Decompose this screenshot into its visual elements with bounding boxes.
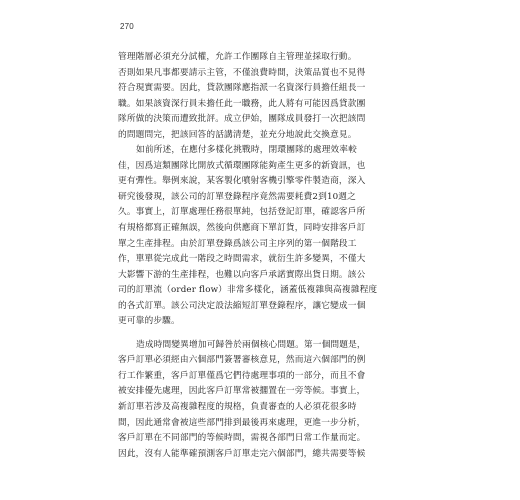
text-line: 佳，因爲這類團隊比開放式循環團隊能夠產生更多的新資訊，也 xyxy=(118,160,366,171)
text-line: 有規格都寫正確無誤，然後向供應商下單訂貨，同時安排客戶訂 xyxy=(118,223,366,234)
text-line: 客戶訂單必須經由六個部門簽署審核意見，然而這六個部門的例 xyxy=(118,355,366,366)
text-line: 管理階層必須充分試權，允許工作團隊自主管理並採取行動。 xyxy=(118,52,357,62)
text-line: 作，單單從完成此一階段之時間需求，就衍生許多變異，不僅大 xyxy=(118,254,366,265)
text-line: 久。事實上，訂單處理任務很單純，包括登記訂單，確認客戶所 xyxy=(118,207,366,218)
text-line: 如前所述，在應付多樣化挑戰時，閉環團隊的處理效率較 xyxy=(136,145,357,156)
text-line: 新訂單若涉及高複雜程度的規格，負責審查的人必須花很多時 xyxy=(118,402,357,413)
text-line: 符合現實需要。因此，貸款團隊應指派一名資深行員擔任組長一 xyxy=(118,83,366,94)
text-line: 間，因此通常會被這些部門排到最後再來處理，更進一步分析， xyxy=(118,417,366,428)
page-number: 270 xyxy=(120,22,134,31)
text-line: 更可靠的步驟。 xyxy=(118,316,180,327)
paragraph-1 xyxy=(118,50,418,143)
text-line: 隊所做的決策而遭致批評。成立伊始，團隊成員發打一次把該問 xyxy=(118,114,366,125)
text-line: 司的訂單流（order flow）非常多樣化，涵蓋低複雜與高複雜程度 xyxy=(118,285,378,296)
text-line: 更有彈性。舉例來說，某客製化噴射客機引擎零件製造商，深入 xyxy=(118,176,366,187)
text-line: 行工作繁重，客戶訂單僅爲它們待處理事項的一部分，而且不會 xyxy=(118,370,366,381)
text-line: 否則如果凡事都要請示主管，不僅浪費時間，決策品質也不見得 xyxy=(118,67,366,78)
text-line: 研究後發現，該公司的訂單登錄程序竟然需要耗費2到10週之 xyxy=(118,191,356,202)
text-line: 因此，沒有人能準確預測客戶訂單走完六個部門，總共需要等候 xyxy=(118,448,366,459)
paragraph-3 xyxy=(118,338,418,462)
paragraph-2 xyxy=(118,143,418,330)
text-line: 職。如果該資深行員未擔任此一職務，此人將有可能因爲貸款團 xyxy=(118,98,366,109)
text-line: 被安排優先處理，因此客戶訂單常被擱置在一旁等候。事實上， xyxy=(118,386,366,397)
text-line: 客戶訂單在不同部門的等候時間，需視各部門日常工作量而定。 xyxy=(118,433,366,444)
text-line: 的各式訂單。該公司決定設法縮短訂單登錄程序，讓它變成一個 xyxy=(118,300,366,311)
paragraph-gap xyxy=(118,330,418,338)
text-line: 的問題問完，把該回答的話講清楚，並充分地說此交換意見。 xyxy=(118,129,357,140)
body-text xyxy=(118,50,418,462)
text-line: 大影響下游的生產排程，也難以向客戶承諾實際出貨日期。該公 xyxy=(118,269,366,280)
text-line: 造成時間變異增加可歸咎於兩個核心問題。第一個問題是， xyxy=(136,339,366,350)
text-line: 單之生產排程。由於訂單登錄爲該公司主序列的第一個階段工 xyxy=(118,238,357,249)
